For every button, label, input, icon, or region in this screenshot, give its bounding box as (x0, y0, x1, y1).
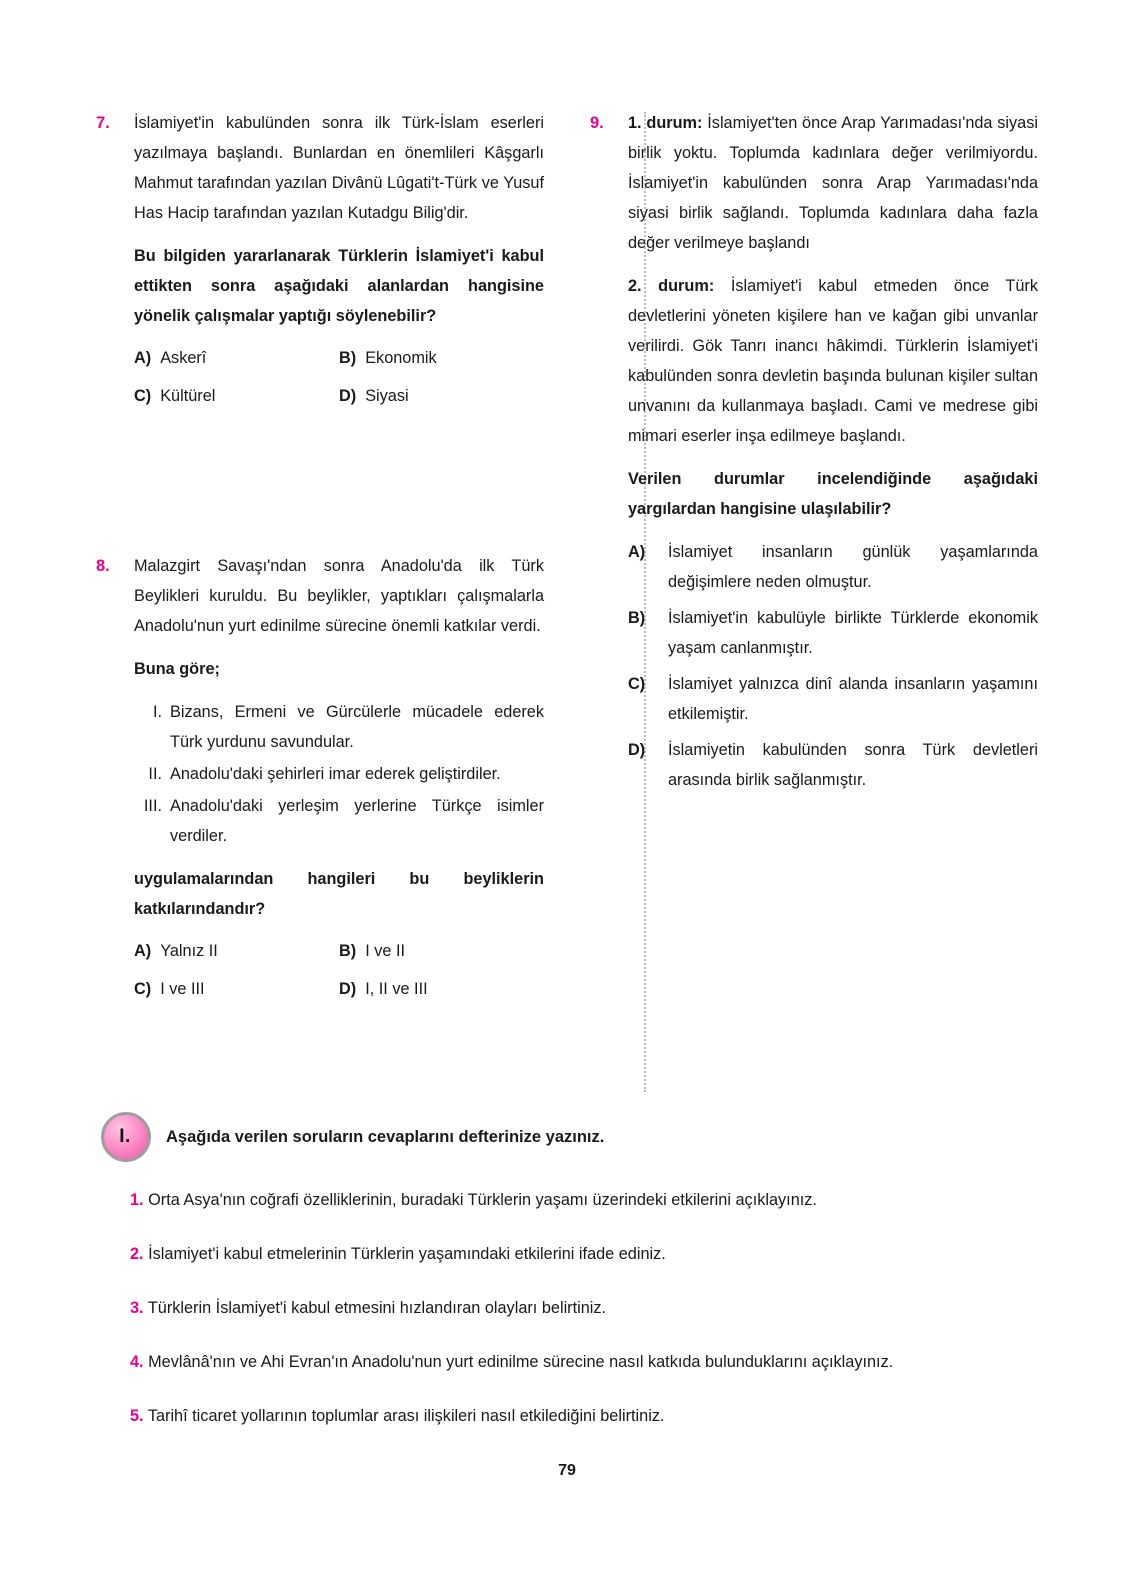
option-text: Askerî (160, 349, 207, 367)
written-question-3 (96, 1294, 1038, 1322)
question-8-options (134, 937, 544, 1003)
page-number: 79 (558, 1462, 576, 1479)
option-text: Yalnız II (160, 942, 218, 960)
written-question-number: 2. (130, 1245, 144, 1263)
question-7 (96, 108, 544, 410)
question-8-roman-list (134, 697, 544, 851)
option-letter: C) (134, 387, 152, 405)
question-8-option-c[interactable] (134, 975, 339, 1003)
option-letter: A) (628, 543, 646, 561)
option-text: I ve II (365, 942, 406, 960)
question-8-number: 8. (96, 557, 110, 575)
option-letter: B) (628, 609, 646, 627)
question-7-option-c[interactable] (134, 382, 339, 410)
option-text: Ekonomik (365, 349, 437, 367)
option-text: Siyasi (365, 387, 409, 405)
case-2-text: İslamiyet'i kabul etmeden önce Türk devletlerini yöneten kişilere han ve kağan gibi unvanlar verilirdi. Gök Tanrı inancı hâkimdi. Türklerin İslamiyet'i kabulünden sonra devletin başında bulunan kişiler sultan unvanını da kullanmaya başladı. Cami ve medrese gibi mimari eserler inşa edilmeye başlandı. (628, 277, 1038, 445)
written-question-text: Türklerin İslamiyet'i kabul etmesini hızlandıran olayları belirtiniz. (143, 1299, 607, 1317)
section-badge-label: I. (119, 1126, 131, 1147)
right-column (590, 108, 1038, 821)
question-7-body (134, 108, 544, 410)
roman-text: Bizans, Ermeni ve Gürcülerle mücadele ederek Türk yurdunu savundular. (170, 703, 544, 751)
question-9-case-1 (628, 108, 1038, 258)
written-question-text: Mevlânâ'nın ve Ahi Evran'ın Anadolu'nun yurt edinilme sürecine nasıl katkıda bulunduklarını açıklayınız. (143, 1353, 894, 1371)
roman-marker: II. (148, 765, 162, 783)
question-9-number: 9. (590, 114, 604, 132)
question-7-prompt: Bu bilgiden yararlanarak Türklerin İslamiyet'i kabul ettikten sonra aşağıdaki alanlardan hangisine yönelik çalışmalar yaptığı söylenebilir? (134, 247, 544, 325)
question-8-stem: Malazgirt Savaşı'ndan sonra Anadolu'da ilk Türk Beylikleri kuruldu. Bu beylikler, yaptıkları çalışmalarla Anadolu'nun yurt edinilme sürecine önemli katkılar verdi. (134, 557, 544, 635)
question-9 (590, 108, 1038, 795)
roman-item (134, 791, 544, 851)
roman-text: Anadolu'daki yerleşim yerlerine Türkçe isimler verdiler. (170, 797, 544, 845)
question-8-options-row-2 (134, 975, 544, 1003)
section-badge (101, 1112, 151, 1162)
question-7-option-b[interactable] (339, 344, 544, 372)
option-letter: A) (134, 349, 152, 367)
option-letter: B) (339, 349, 357, 367)
written-question-text: Orta Asya'nın coğrafi özelliklerinin, buradaki Türklerin yaşamı üzerindeki etkilerini açıklayınız. (143, 1191, 817, 1209)
section-header (96, 1112, 1038, 1168)
written-question-2 (96, 1240, 1038, 1268)
option-text: İslamiyet yalnızca dinî alanda insanların yaşamını etkilemiştir. (668, 675, 1038, 723)
question-8-option-d[interactable] (339, 975, 544, 1003)
roman-item (134, 697, 544, 757)
question-9-body (628, 108, 1038, 795)
question-7-options-row-1 (134, 344, 544, 372)
option-text: İslamiyetin kabulünden sonra Türk devletleri arasında birlik sağlanmıştır. (668, 741, 1038, 789)
roman-marker: III. (143, 797, 162, 815)
written-question-number: 4. (130, 1353, 144, 1371)
question-7-number: 7. (96, 114, 110, 132)
question-9-option-b[interactable] (628, 603, 1038, 663)
roman-text: Anadolu'daki şehirleri imar ederek geliştirdiler. (170, 765, 501, 783)
section-title: Aşağıda verilen soruların cevaplarını defterinize yazınız. (166, 1128, 605, 1146)
roman-marker: I. (152, 703, 162, 721)
case-1-label: 1. durum: (628, 114, 703, 132)
question-columns (96, 108, 1038, 1093)
question-9-closing: Verilen durumlar incelendiğinde aşağıdaki yargılardan hangisine ulaşılabilir? (628, 470, 1038, 518)
question-7-option-a[interactable] (134, 344, 339, 372)
option-letter: C) (628, 675, 646, 693)
question-7-stem: İslamiyet'in kabulünden sonra ilk Türk-İslam eserleri yazılmaya başlandı. Bunlardan en önemlileri Kâşgarlı Mahmut tarafından yazılan Divânü Lûgati't-Türk ve Yusuf Has Hacip tarafından yazılan Kutadgu Bilig'dir. (134, 114, 544, 222)
question-9-options (628, 537, 1038, 795)
option-letter: D) (339, 387, 357, 405)
case-2-label: 2. durum: (628, 277, 715, 295)
option-text: I, II ve III (365, 980, 428, 998)
case-1-text: İslamiyet'ten önce Arap Yarımadası'nda siyasi birlik yoktu. Toplumda kadınlara değer verilmiyordu. İslamiyet'in kabulünden sonra Arap Yarımadası'nda siyasi birlik sağlandı. Toplumda kadınlara daha fazla değer verilmeye başlandı (628, 114, 1038, 252)
question-9-option-d[interactable] (628, 735, 1038, 795)
written-question-1 (96, 1186, 1038, 1214)
question-8-lead-in: Buna göre; (134, 660, 220, 678)
question-7-options (134, 344, 544, 410)
written-question-text: İslamiyet'i kabul etmelerinin Türklerin yaşamındaki etkilerini ifade ediniz. (143, 1245, 666, 1263)
left-column (96, 108, 544, 1029)
question-9-option-c[interactable] (628, 669, 1038, 729)
question-8-options-row-1 (134, 937, 544, 965)
option-text: İslamiyet'in kabulüyle birlikte Türklerde ekonomik yaşam canlanmıştır. (668, 609, 1038, 657)
question-8-closing: uygulamalarından hangileri bu beyliklerin katkılarındandır? (134, 870, 544, 918)
question-9-option-a[interactable] (628, 537, 1038, 597)
question-8 (96, 551, 544, 1003)
option-letter: B) (339, 942, 357, 960)
option-text: I ve III (160, 980, 205, 998)
option-letter: D) (339, 980, 357, 998)
written-question-5 (96, 1402, 1038, 1430)
question-7-option-d[interactable] (339, 382, 544, 410)
option-text: Kültürel (160, 387, 216, 405)
question-7-options-row-2 (134, 382, 544, 410)
option-letter: D) (628, 741, 646, 759)
question-8-option-b[interactable] (339, 937, 544, 965)
question-8-body (134, 551, 544, 1003)
question-gap (96, 436, 544, 551)
option-text: İslamiyet insanların günlük yaşamlarında değişimlere neden olmuştur. (668, 543, 1038, 591)
written-question-4 (96, 1348, 1038, 1376)
roman-item (134, 759, 544, 789)
written-question-number: 3. (130, 1299, 144, 1317)
option-letter: A) (134, 942, 152, 960)
written-questions-list (96, 1186, 1038, 1430)
option-letter: C) (134, 980, 152, 998)
written-question-text: Tarihî ticaret yollarının toplumlar arası ilişkileri nasıl etkilediğini belirtiniz. (143, 1407, 665, 1425)
written-question-number: 5. (130, 1407, 144, 1425)
question-8-option-a[interactable] (134, 937, 339, 965)
written-answers-section (96, 1112, 1038, 1430)
question-9-case-2 (628, 271, 1038, 451)
written-question-number: 1. (130, 1191, 144, 1209)
